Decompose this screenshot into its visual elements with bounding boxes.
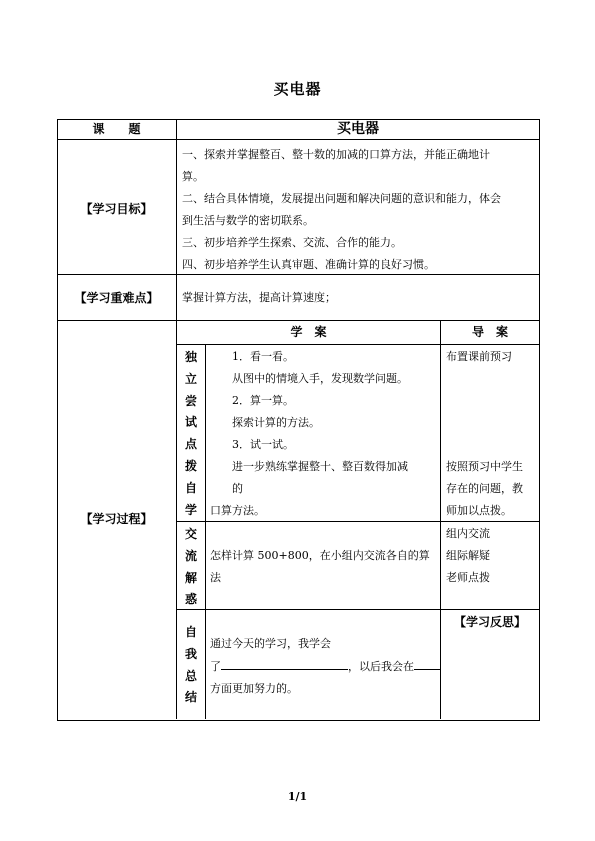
topic-value: 买电器 <box>337 121 379 137</box>
discussion-line: 怎样计算 500+800，在小组内交流各自的算 <box>210 549 430 562</box>
goal-line: 四、初步培养学生认真审题、准确计算的良好习惯。 <box>182 258 435 271</box>
column-divider <box>176 119 177 719</box>
fill-in-blank[interactable] <box>221 657 348 670</box>
guide-text: 师加以点拨。 <box>446 504 512 517</box>
step-line: 3．试一试。 <box>232 438 294 451</box>
guide-text: 存在的问题，教 <box>446 482 523 495</box>
summary-line <box>210 656 440 678</box>
goal-line: 一、探索并掌握整百、整十数的加减的口算方法，并能正确地计 <box>182 148 490 161</box>
section-char: 立 <box>184 371 197 386</box>
step-line: 进一步熟练掌握整十、整百数得加减 <box>232 460 408 473</box>
guide-text: 布置课前预习 <box>446 350 512 363</box>
section-char: 惑 <box>184 592 197 607</box>
goal-line: 二、结合具体情境，发展提出问题和解决问题的意识和能力，体会 <box>182 192 501 205</box>
goal-line: 到生活与数学的密切联系。 <box>182 214 314 227</box>
section-char: 自 <box>184 480 197 495</box>
topic-label: 课 题 <box>92 122 141 136</box>
section-char: 流 <box>184 548 197 563</box>
section-char: 总 <box>184 668 197 683</box>
step-line: 2．算一算。 <box>232 394 294 407</box>
row-divider <box>57 139 539 140</box>
section-char: 我 <box>184 646 197 661</box>
reflection-label: 【学习反思】 <box>453 615 526 629</box>
page-number: 1/1 <box>287 790 308 803</box>
goals-list <box>182 144 536 276</box>
key-points-value: 掌握计算方法，提高计算速度； <box>182 291 336 304</box>
section-char: 试 <box>184 415 197 430</box>
step-line: 1．看一看。 <box>232 350 294 363</box>
process-label: 【学习过程】 <box>80 512 153 526</box>
section-char: 尝 <box>184 393 197 408</box>
study-plan-header: 学 案 <box>290 325 327 339</box>
goal-line: 算。 <box>182 170 204 183</box>
section-name-discussion <box>181 524 201 611</box>
summary-line: 方面更加努力的。 <box>210 682 298 695</box>
page-title: 买电器 <box>273 80 322 98</box>
section-char: 点 <box>184 437 197 452</box>
step-line: 探索计算的方法。 <box>232 416 320 429</box>
row-divider <box>176 609 539 610</box>
guide-text: 按照预习中学生 <box>446 460 523 473</box>
discussion-line: 法 <box>210 571 221 584</box>
guide-text: 老师点拨 <box>446 571 490 584</box>
step-line: 的 <box>232 482 243 495</box>
row-divider <box>176 344 539 345</box>
goals-label: 【学习目标】 <box>80 202 153 216</box>
section-char: 交 <box>184 527 197 541</box>
summary-text: 了 <box>210 660 221 673</box>
section-char: 自 <box>184 625 197 639</box>
section-char: 学 <box>184 502 197 517</box>
guide-plan-header: 导 案 <box>471 325 508 339</box>
section-char: 拨 <box>184 458 197 473</box>
section-char: 解 <box>184 570 197 585</box>
guide-text: 组际解疑 <box>446 549 490 562</box>
column-divider <box>440 320 441 719</box>
goal-line: 三、初步培养学生探索、交流、合作的能力。 <box>182 236 402 249</box>
guide-text: 组内交流 <box>446 527 490 540</box>
column-divider <box>205 344 206 719</box>
step-line: 口算方法。 <box>210 504 265 517</box>
section-char: 结 <box>184 690 197 705</box>
key-points-label: 【学习重难点】 <box>74 291 159 305</box>
fill-in-blank[interactable] <box>414 657 440 670</box>
step-line: 从图中的情境入手，发现数学问题。 <box>232 372 408 385</box>
section-name-summary <box>181 622 201 709</box>
section-name-self-study <box>181 347 201 521</box>
section-char: 独 <box>184 350 197 364</box>
summary-text: ，以后我会在 <box>348 660 414 673</box>
summary-line: 通过今天的学习，我学会 <box>210 637 331 650</box>
